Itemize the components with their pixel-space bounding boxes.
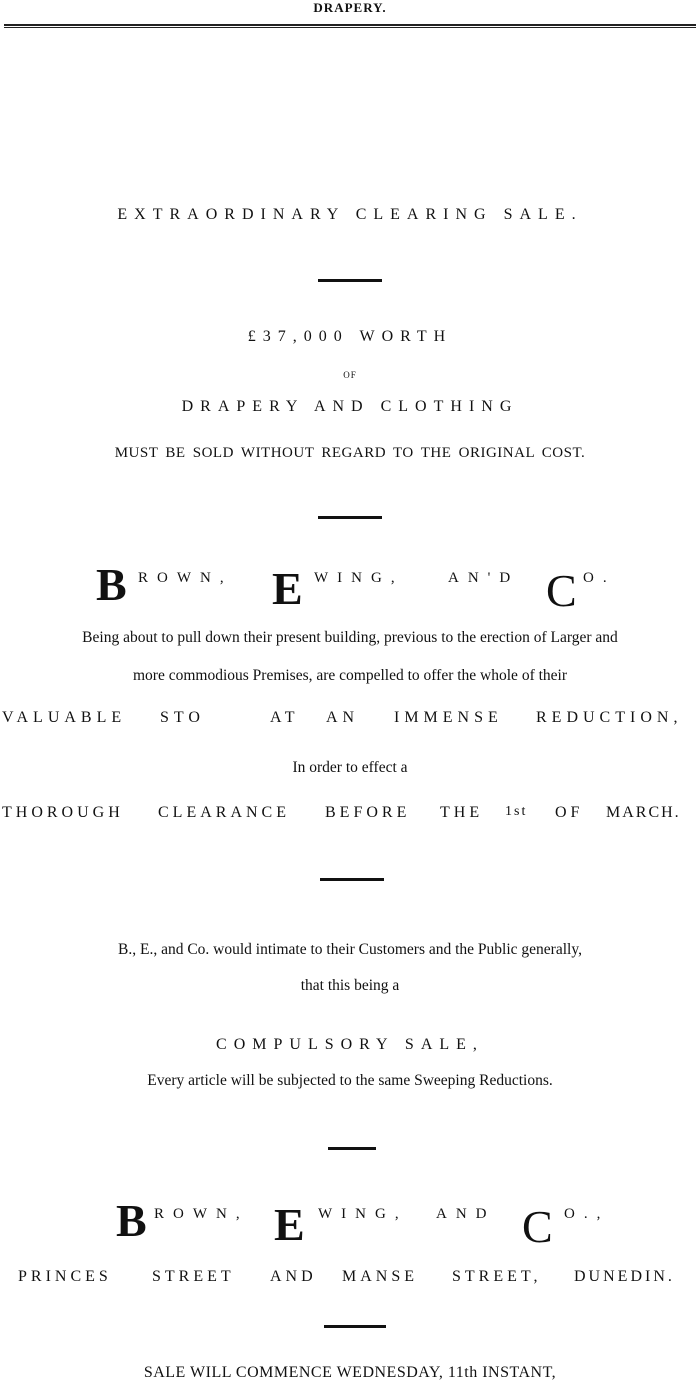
firm-bottom-initial-c: C <box>522 1201 553 1252</box>
valuable-word-6: REDUCTION, <box>536 709 683 726</box>
firm-bottom-word-and: AND <box>436 1206 496 1222</box>
firm-word-o: O. <box>583 570 616 586</box>
valuable-word-4: AN <box>326 709 360 726</box>
of-line: OF <box>343 370 357 380</box>
firm-initial-c: C <box>546 565 577 616</box>
firm-word-rown: ROWN, <box>138 570 233 586</box>
worth-line: £37,000 WORTH <box>247 328 453 345</box>
valuable-word-2: STO <box>160 709 205 726</box>
clearance-word-6: OF <box>555 804 584 821</box>
divider-rule-4 <box>328 1147 376 1150</box>
clearance-word-1: THOROUGH <box>2 804 124 821</box>
every-article-line: Every article will be subjected to the same Sweeping Reductions. <box>147 1072 553 1089</box>
address-word-4: MANSE <box>342 1268 419 1285</box>
clearance-word-5: 1st <box>505 804 528 819</box>
section-title: DRAPERY. <box>313 0 387 15</box>
firm-bottom-word-rown: ROWN, <box>154 1206 249 1222</box>
intimate-line-1: B., E., and Co. would intimate to their Customers and the Public generally, <box>118 941 582 958</box>
valuable-word-5: IMMENSE <box>394 709 503 726</box>
intimate-line-2: that this being a <box>300 977 400 994</box>
clearance-word-3: BEFORE <box>325 804 411 821</box>
must-be-sold-line: MUST BE SOLD WITHOUT REGARD TO THE ORIGINAL COST. <box>114 445 586 461</box>
address-word-1: PRINCES <box>18 1268 112 1285</box>
divider-rule-5 <box>324 1325 386 1328</box>
header-rule <box>4 24 696 28</box>
page-header <box>0 0 700 32</box>
divider-rule-1 <box>318 279 382 282</box>
in-order-line: In order to effect a <box>292 759 408 776</box>
address-word-5: STREET, <box>452 1268 542 1285</box>
divider-rule-2 <box>318 516 382 519</box>
compulsory-line: COMPULSORY SALE, <box>216 1036 484 1053</box>
headline: EXTRAORDINARY CLEARING SALE. <box>117 206 583 223</box>
paragraph-line-1: Being about to pull down their present building, previous to the erection of Larger and <box>82 629 618 646</box>
firm-word-and: AN'D <box>448 570 520 586</box>
firm-bottom-word-wing: WING, <box>318 1206 408 1222</box>
firm-bottom-word-o: O., <box>564 1206 610 1222</box>
clearance-word-7: MARCH. <box>606 804 681 821</box>
address-word-2: STREET <box>152 1268 235 1285</box>
firm-bottom-initial-b: B <box>116 1195 147 1246</box>
goods-line: DRAPERY AND CLOTHING <box>181 398 519 415</box>
address-word-3: AND <box>270 1268 317 1285</box>
firm-name-top <box>0 559 700 616</box>
firm-initial-e: E <box>272 563 303 614</box>
firm-bottom-initial-e: E <box>274 1199 305 1250</box>
clearance-word-4: THE <box>440 804 484 821</box>
address-word-6: DUNEDIN. <box>574 1268 675 1285</box>
valuable-word-3: AT <box>270 709 300 726</box>
commence-line: SALE WILL COMMENCE WEDNESDAY, 11th INSTANT, <box>143 1364 557 1381</box>
firm-initial-b: B <box>96 559 127 610</box>
firm-word-wing: WING, <box>314 570 404 586</box>
clearance-word-2: CLEARANCE <box>158 804 290 821</box>
valuable-word-1: VALUABLE <box>2 709 127 726</box>
paragraph-line-2: more commodious Premises, are compelled to offer the whole of their <box>132 667 568 684</box>
firm-name-bottom <box>0 1195 700 1252</box>
divider-rule-3 <box>320 878 384 881</box>
